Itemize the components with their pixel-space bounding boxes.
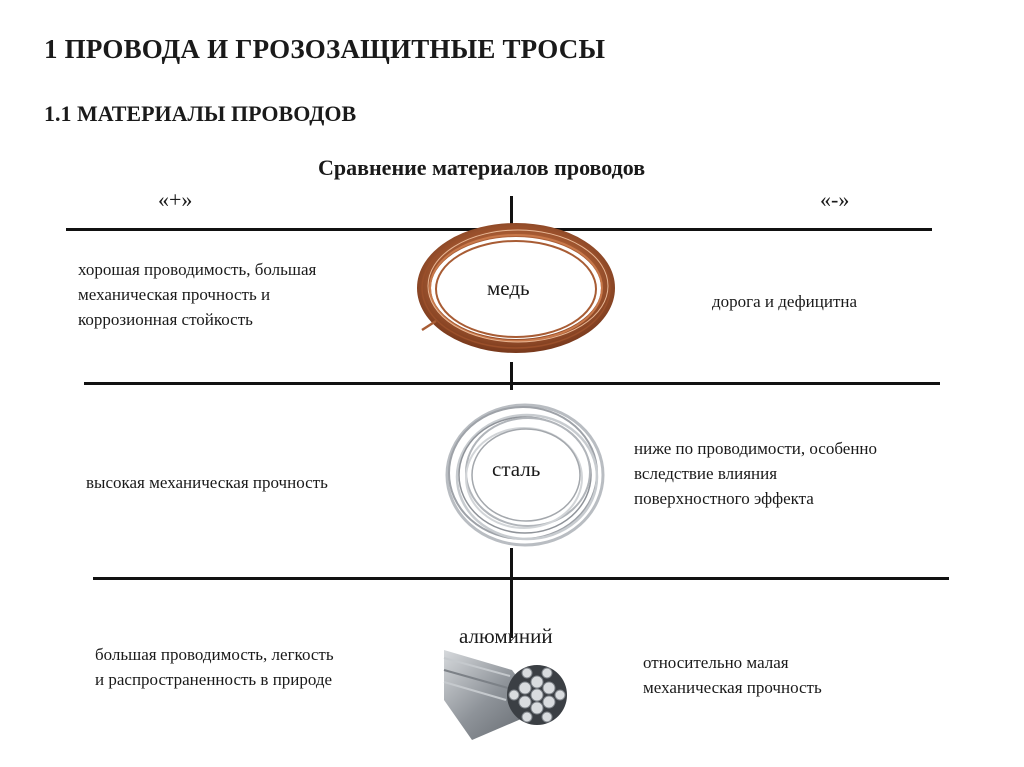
steel-pros bbox=[86, 470, 328, 495]
text-line: коррозионная стойкость bbox=[78, 310, 253, 329]
text-line: поверхностного эффекта bbox=[634, 489, 814, 508]
text-line: большая проводимость, легкость bbox=[95, 645, 334, 664]
text-line: хорошая проводимость, большая bbox=[78, 260, 317, 279]
copper-pros bbox=[78, 257, 316, 332]
aluminium-label: алюминий bbox=[459, 624, 553, 648]
aluminium-cons bbox=[643, 650, 822, 700]
copper-label: медь bbox=[487, 276, 530, 300]
text-line: механическая прочность bbox=[643, 678, 822, 697]
table-rule-bottom bbox=[93, 577, 949, 580]
table-divider-middle bbox=[510, 362, 513, 390]
text-line: механическая прочность и bbox=[78, 285, 271, 304]
text-line: относительно малая bbox=[643, 653, 789, 672]
text-line: вследствие влияния bbox=[634, 464, 778, 483]
cons-column-header: «-» bbox=[820, 187, 850, 212]
aluminium-cable-image bbox=[442, 640, 582, 750]
text-line: дорога и дефицитна bbox=[712, 292, 858, 311]
steel-cons bbox=[634, 436, 877, 511]
text-line: высокая механическая прочность bbox=[86, 473, 328, 492]
section-title: 1.1 МАТЕРИАЛЫ ПРОВОДОВ bbox=[44, 101, 357, 126]
pros-column-header: «+» bbox=[158, 187, 193, 212]
aluminium-pros bbox=[95, 642, 334, 692]
text-line: и распространенность в природе bbox=[95, 670, 333, 689]
page-title: 1 ПРОВОДА И ГРОЗОЗАЩИТНЫЕ ТРОСЫ bbox=[44, 34, 606, 64]
copper-cons bbox=[712, 289, 857, 314]
steel-label: сталь bbox=[492, 457, 541, 481]
text-line: ниже по проводимости, особенно bbox=[634, 439, 878, 458]
table-title: Сравнение материалов проводов bbox=[318, 155, 646, 180]
